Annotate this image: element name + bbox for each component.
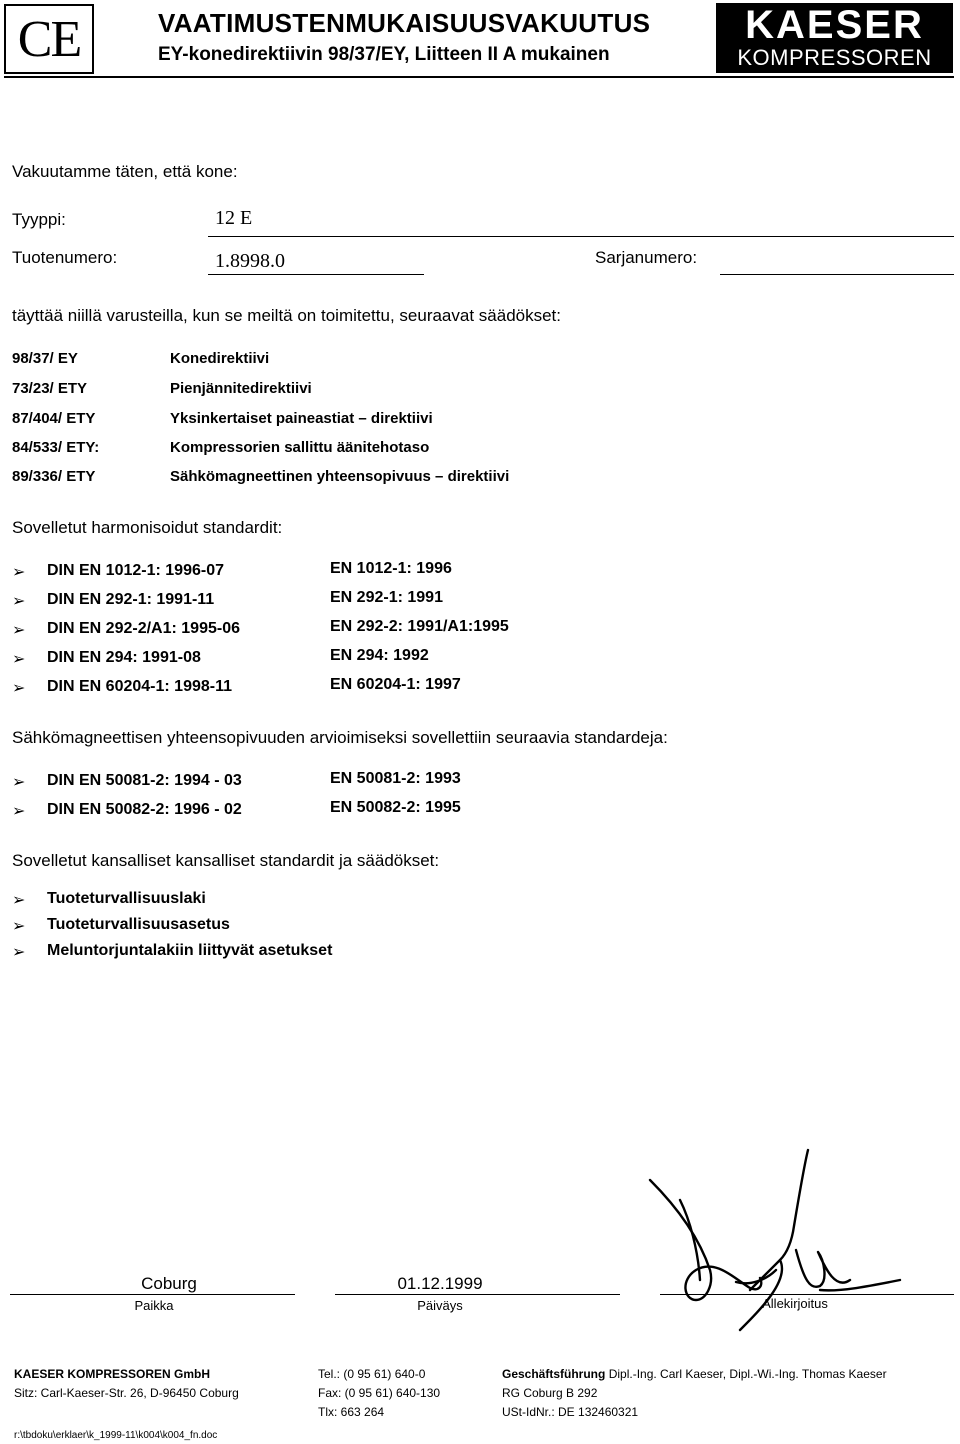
ce-mark-text: CE [17,11,81,68]
en-standard: EN 294: 1992 [330,647,429,664]
en-standard: EN 60204-1: 1997 [330,676,461,693]
place-underline [10,1294,295,1295]
directive-code: 89/336/ ETY [12,468,96,485]
national-item: Tuoteturvallisuusasetus [47,916,230,933]
type-underline [208,236,954,237]
footer-tel: Tel.: (0 95 61) 640-0 [318,1367,426,1381]
bullet-arrow-icon: ➢ [12,944,26,961]
bullet-arrow-icon: ➢ [12,774,26,791]
din-standard: DIN EN 294: 1991-08 [47,649,201,666]
harmonised-heading: Sovelletut harmonisoidut standardit: [12,518,283,537]
national-heading: Sovelletut kansalliset kansalliset standardit ja säädökset: [12,851,440,870]
din-standard: DIN EN 292-1: 1991-11 [47,591,215,608]
footer-management-label: Geschäftsführung [502,1367,606,1381]
signature-label: Allekirjoitus [762,1296,828,1311]
din-standard: DIN EN 50081-2: 1994 - 03 [47,772,242,789]
bullet-arrow-icon: ➢ [12,622,26,639]
bullet-arrow-icon: ➢ [12,564,26,581]
product-underline [208,274,424,275]
date-label: Päiväys [417,1298,463,1313]
footer-file-path: r:\tbdoku\erklaer\k_1999-11\k004\k004_fn.doc [14,1430,218,1441]
intro-text: Vakuutamme täten, että kone: [12,162,238,181]
directive-code: 73/23/ ETY [12,380,88,397]
en-standard: EN 1012-1: 1996 [330,560,452,577]
en-standard: EN 50082-2: 1995 [330,799,461,816]
date-value: 01.12.1999 [397,1274,483,1293]
document-title: VAATIMUSTENMUKAISUUSVAKUUTUS [158,8,651,38]
directive-name: Pienjännitedirektiivi [170,380,312,397]
en-standard: EN 292-1: 1991 [330,589,443,606]
logo-kompressoren: KOMPRESSOREN [737,45,932,70]
en-standard: EN 50081-2: 1993 [330,770,461,787]
directive-code: 87/404/ ETY [12,410,96,427]
type-value: 12 E [215,207,253,229]
footer-company: KAESER KOMPRESSOREN GmbH [14,1367,211,1381]
bullet-arrow-icon: ➢ [12,803,26,820]
directive-code: 98/37/ EY [12,350,78,367]
directive-code: 84/533/ ETY: [12,439,100,456]
en-standard: EN 292-2: 1991/A1:1995 [330,618,509,635]
serial-label: Sarjanumero: [595,248,698,267]
footer-management-names: Dipl.-Ing. Carl Kaeser, Dipl.-Wi.-Ing. Thomas Kaeser [608,1367,887,1381]
ce-mark [4,4,94,74]
logo-kaeser: KAESER [745,3,924,47]
bullet-arrow-icon: ➢ [12,651,26,668]
footer-register: RG Coburg B 292 [502,1386,598,1400]
bullet-arrow-icon: ➢ [12,892,26,909]
date-underline [335,1294,620,1295]
bullet-arrow-icon: ➢ [12,918,26,935]
footer-address: Sitz: Carl-Kaeser-Str. 26, D-96450 Coburg [14,1386,239,1400]
national-item: Meluntorjuntalakiin liittyvät asetukset [47,942,333,959]
header-rule [4,76,954,78]
directive-name: Yksinkertaiset paineastiat – direktiivi [170,410,433,427]
emc-heading: Sähkömagneettisen yhteensopivuuden arvioimiseksi sovellettiin seuraavia standardeja: [12,728,668,747]
bullet-arrow-icon: ➢ [12,593,26,610]
serial-underline [720,274,954,275]
national-item: Tuoteturvallisuuslaki [47,890,206,907]
din-standard: DIN EN 50082-2: 1996 - 02 [47,801,242,818]
place-label: Paikka [134,1298,174,1313]
place-value: Coburg [141,1274,197,1293]
directive-name: Kompressorien sallittu äänitehotaso [170,439,430,456]
directive-name: Sähkömagneettinen yhteensopivuus – direktiivi [170,468,510,485]
type-label: Tyyppi: [12,210,66,229]
product-value: 1.8998.0 [215,250,285,272]
footer-tlx: Tlx: 663 264 [318,1405,385,1419]
footer-fax: Fax: (0 95 61) 640-130 [318,1386,441,1400]
din-standard: DIN EN 60204-1: 1998-11 [47,678,232,695]
bullet-arrow-icon: ➢ [12,680,26,697]
kaeser-logo [716,3,953,73]
din-standard: DIN EN 292-2/A1: 1995-06 [47,620,240,637]
din-standard: DIN EN 1012-1: 1996-07 [47,562,224,579]
document-subtitle: EY-konedirektiivin 98/37/EY, Liitteen II A mukainen [158,44,610,65]
footer-vat: USt-IdNr.: DE 132460321 [502,1405,639,1419]
footer-management [502,1367,887,1381]
compliance-text: täyttää niillä varusteilla, kun se meiltä on toimitettu, seuraavat säädökset: [12,306,562,325]
product-label: Tuotenumero: [12,248,118,267]
directive-name: Konedirektiivi [170,350,270,367]
handwritten-signature [640,1140,930,1340]
